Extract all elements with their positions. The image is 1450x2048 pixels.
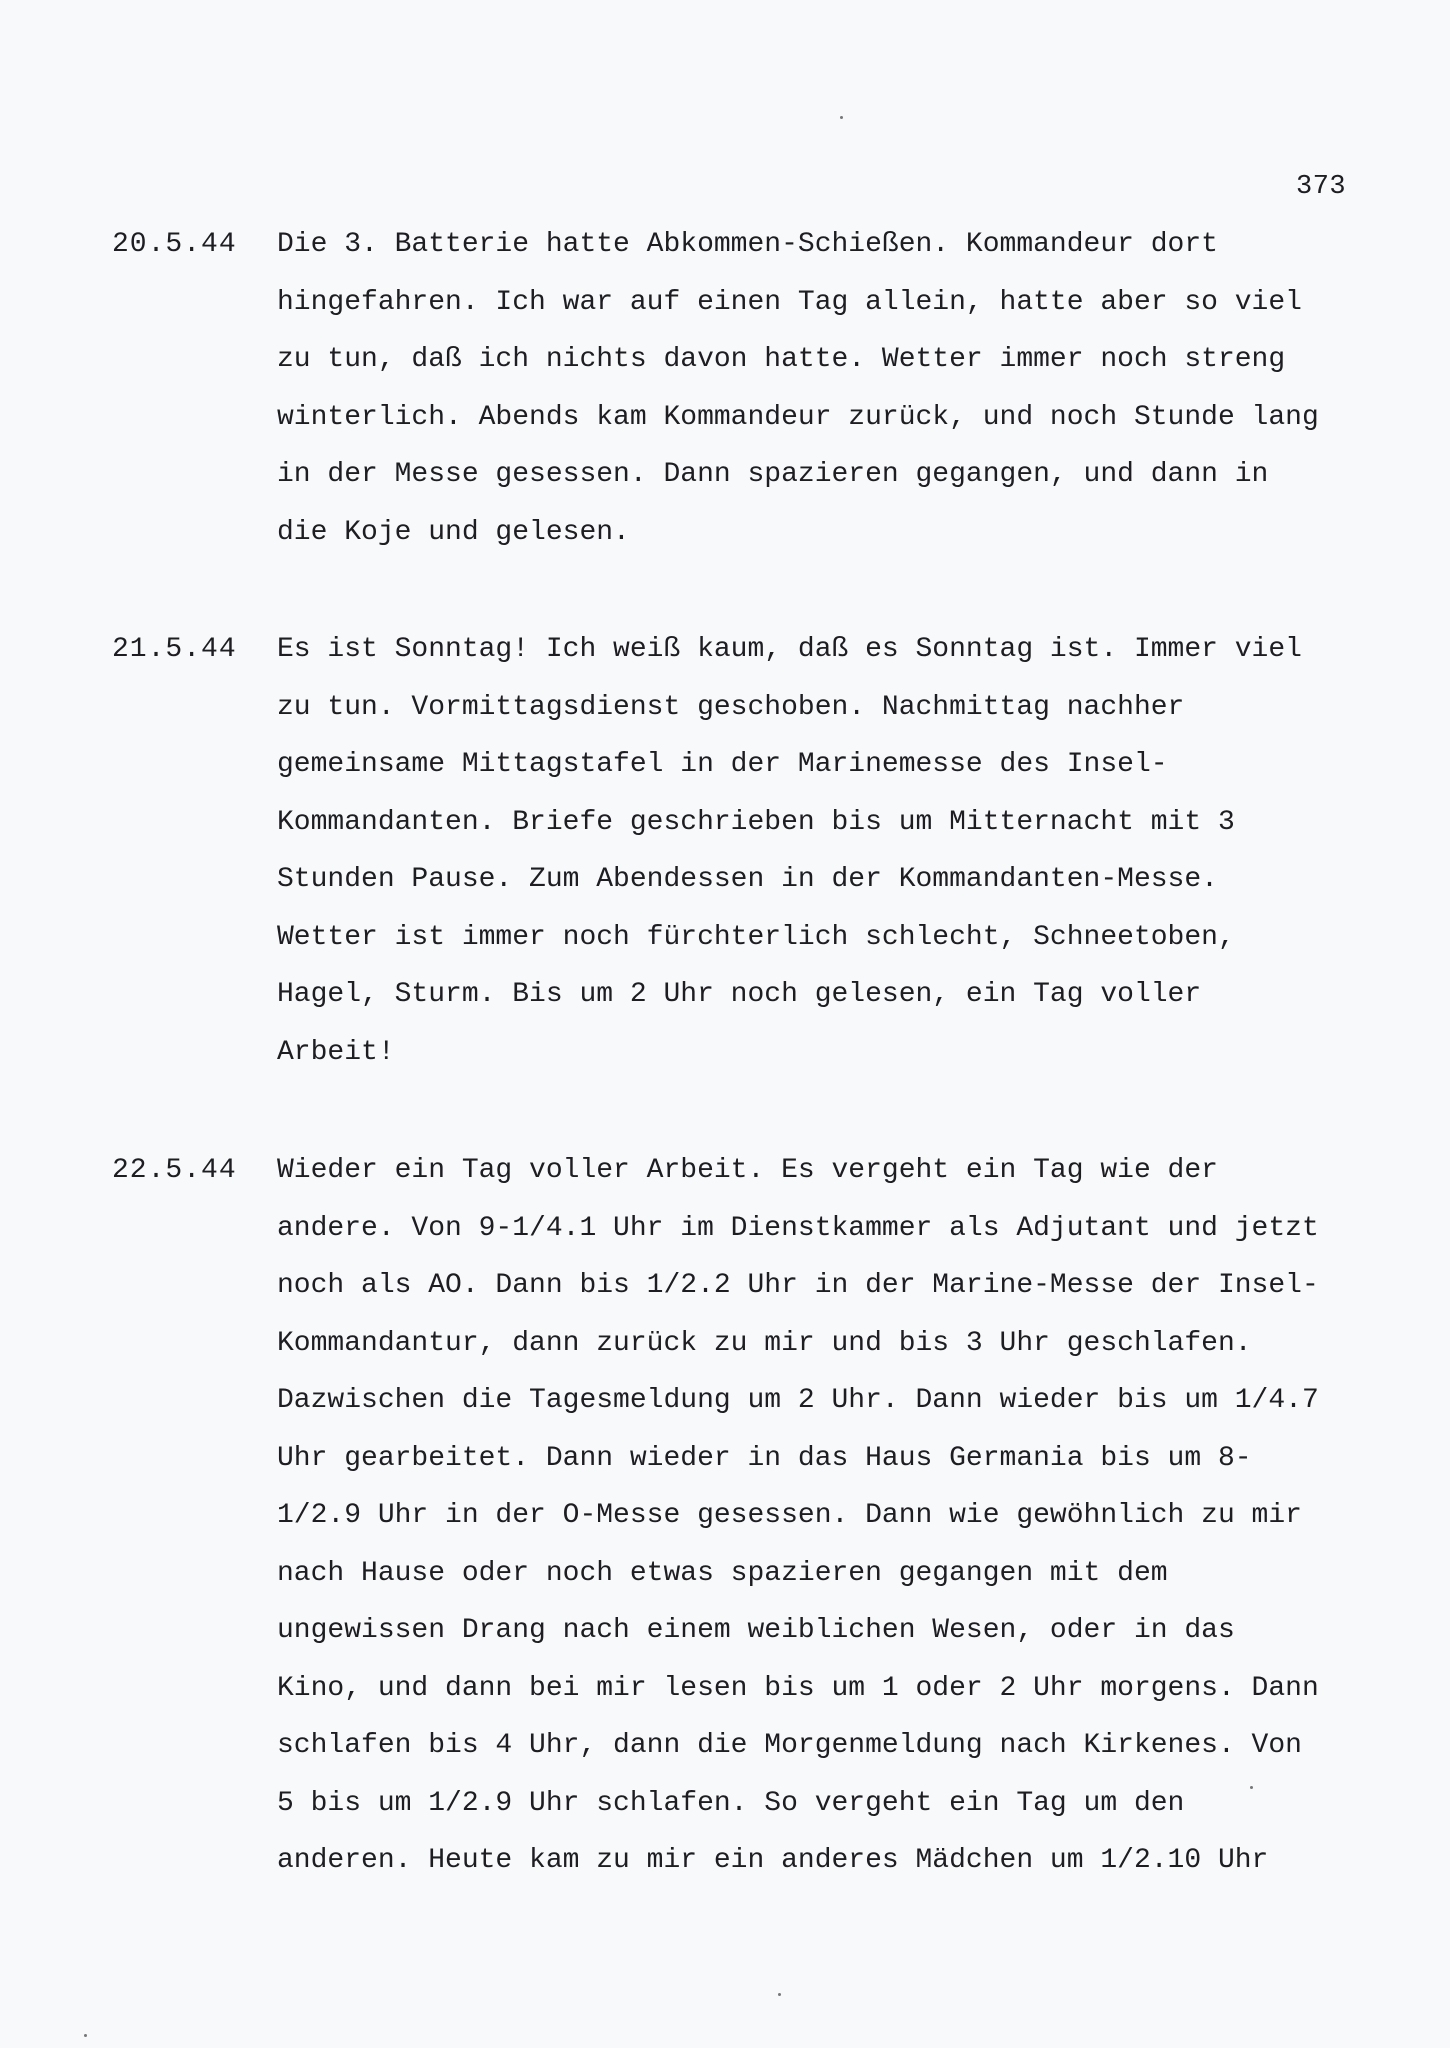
scan-speck <box>840 116 843 119</box>
text-line: Wetter ist immer noch fürchterlich schlecht, Schneetoben, <box>277 921 1235 953</box>
entry-date: 20.5.44 <box>112 229 237 260</box>
scan-speck <box>778 1993 781 1996</box>
entry-date: 22.5.44 <box>112 1155 237 1186</box>
text-line: gemeinsame Mittagstafel in der Marinemesse des Insel- <box>277 749 1168 780</box>
entry-date: 21.5.44 <box>112 634 237 665</box>
text-line: noch als AO. Dann bis 1/2.2 Uhr in der Marine-Messe der Insel- <box>277 1270 1319 1301</box>
text-line: zu tun. Vormittagsdienst geschoben. Nachmittag nachher <box>277 691 1185 723</box>
text-line: Es ist Sonntag! Ich weiß kaum, daß es Sonntag ist. Immer viel <box>277 634 1302 665</box>
text-line: in der Messe gesessen. Dann spazieren gegangen, und dann in <box>277 459 1269 490</box>
entry-text <box>277 621 1387 1081</box>
text-line: Hagel, Sturm. Bis um 2 Uhr noch gelesen, ein Tag voller <box>277 979 1202 1010</box>
text-line: Stunden Pause. Zum Abendessen in der Kommandanten-Messe. <box>277 864 1218 895</box>
text-line: Kommandantur, dann zurück zu mir und bis 3 Uhr geschlafen. <box>277 1327 1252 1359</box>
text-line: Uhr gearbeitet. Dann wieder in das Haus Germania bis um 8- <box>277 1442 1252 1474</box>
text-line: Kommandanten. Briefe geschrieben bis um Mitternacht mit 3 <box>277 806 1235 838</box>
text-line: Arbeit! <box>277 1036 395 1068</box>
entry-text <box>277 216 1387 561</box>
text-line: schlafen bis 4 Uhr, dann die Morgenmeldung nach Kirkenes. Von <box>277 1730 1302 1761</box>
text-line: zu tun, daß ich nichts davon hatte. Wetter immer noch streng <box>277 344 1286 375</box>
text-line: andere. Von 9-1/4.1 Uhr im Dienstkammer als Adjutant und jetzt <box>277 1212 1319 1244</box>
text-line: anderen. Heute kam zu mir ein anderes Mädchen um 1/2.10 Uhr <box>277 1845 1269 1876</box>
scan-speck <box>84 2034 87 2037</box>
text-line: 1/2.9 Uhr in der O-Messe gesessen. Dann wie gewöhnlich zu mir <box>277 1500 1302 1531</box>
entry-text <box>277 1142 1387 1890</box>
scan-speck <box>1250 1786 1253 1789</box>
text-line: 5 bis um 1/2.9 Uhr schlafen. So vergeht ein Tag um den <box>277 1787 1185 1819</box>
page-number: 373 <box>1296 172 1347 202</box>
text-line: Dazwischen die Tagesmeldung um 2 Uhr. Dann wieder bis um 1/4.7 <box>277 1385 1319 1416</box>
text-line: Die 3. Batterie hatte Abkommen-Schießen. Kommandeur dort <box>277 229 1218 260</box>
text-line: winterlich. Abends kam Kommandeur zurück, und noch Stunde lang <box>277 401 1319 433</box>
text-line: Wieder ein Tag voller Arbeit. Es vergeht ein Tag wie der <box>277 1155 1218 1186</box>
text-line: ungewissen Drang nach einem weiblichen Wesen, oder in das <box>277 1615 1235 1646</box>
text-line: Kino, und dann bei mir lesen bis um 1 oder 2 Uhr morgens. Dann <box>277 1672 1319 1704</box>
text-line: nach Hause oder noch etwas spazieren gegangen mit dem <box>277 1557 1168 1589</box>
text-line: hingefahren. Ich war auf einen Tag allein, hatte aber so viel <box>277 286 1302 318</box>
text-line: die Koje und gelesen. <box>277 516 630 548</box>
